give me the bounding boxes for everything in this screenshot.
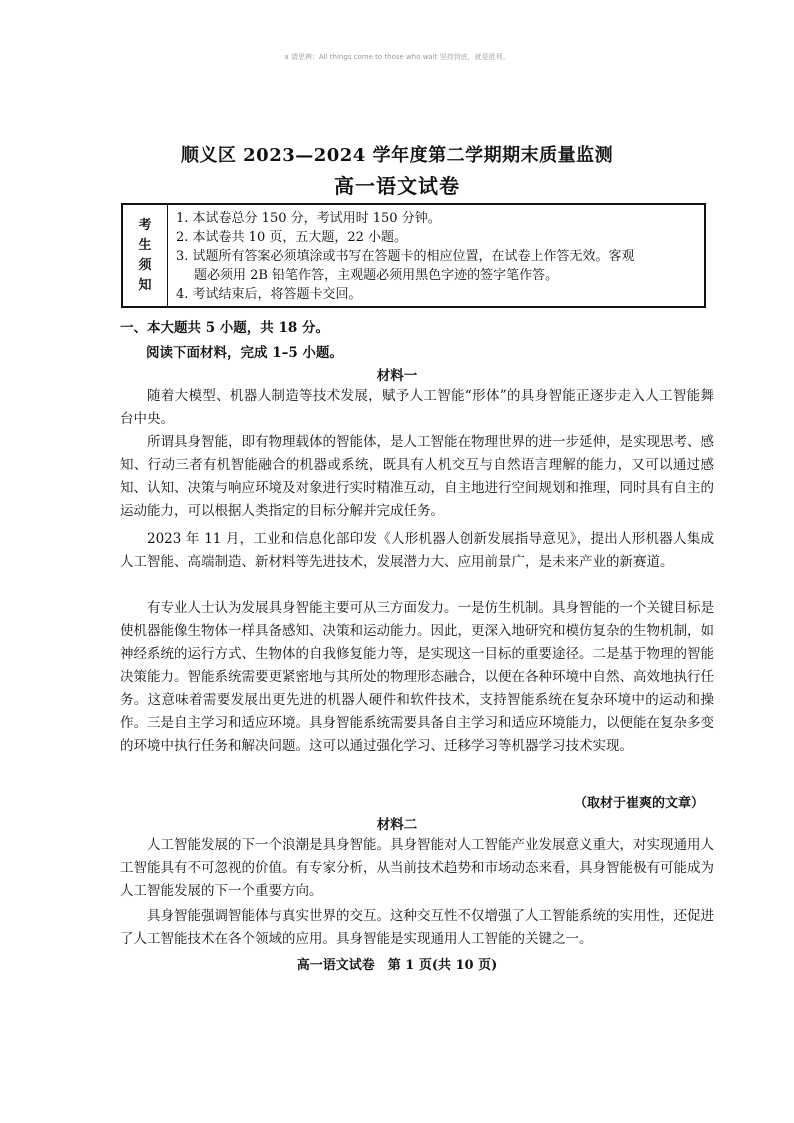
material1-title: 材料一	[376, 368, 418, 384]
notice-label-char: 须	[138, 257, 152, 273]
notice-label	[123, 205, 168, 306]
section-instruction: 阅读下面材料，完成 1–5 小题。	[146, 345, 343, 361]
material2-paragraph: 人工智能发展的下一个浪潮是具身智能。具身智能对人工智能产业发展意义重大，对实现通用人工智能具有不可忽视的价值。有专家分析，从当前技术趋势和市场动态来看，具身智能极有可能成为人工智能发展的下一个重要方向。	[120, 837, 714, 899]
notice-item: 3. 试题所有答案必须填涂或书写在答题卡的相应位置，在试卷上作答无效。客观	[176, 249, 635, 264]
notice-item-continuation: 题必须用 2B 铅笔作答，主观题必须用黑色字迹的签字笔作答。	[194, 268, 559, 283]
exam-title: 顺义区 2023—2024 学年度第二学期期末质量监测	[180, 145, 614, 166]
notice-item: 2. 本试卷共 10 页，五大题，22 小题。	[176, 230, 408, 245]
material1-paragraph: 有专业人士认为发展具身智能主要可从三方面发力。一是仿生机制。具身智能的一个关键目标是使机器能像生物体一样具备感知、决策和运动能力。因此，更深入地研究和模仿复杂的生物机制，如神经系统的运行方式、生物体的自我修复能力等，是实现这一目标的重要途径。二是基于物理的智能决策能力。智能系统需要更紧密地与其所处的物理形态融合，以便在各种环境中自然、高效地执行任务。这意味着需要发展出更先进的机器人硬件和软件技术，支持智能系统在复杂环境中的运动和操作。三是自主学习和适应环境。具身智能系统需要具备自主学习和适应环境能力，以便能在复杂多变的环境中执行任务和解决问题。这可以通过强化学习、迁移学习等机器学习技术实现。	[120, 600, 714, 754]
notice-label-char: 知	[138, 277, 152, 293]
section-heading: 一、本大题共 5 小题，共 18 分。	[120, 320, 329, 336]
notice-label-char: 考	[138, 217, 152, 233]
material2-paragraph: 具身智能强调智能体与真实世界的交互。这种交互性不仅增强了人工智能系统的实用性，还促进了人工智能技术在各个领域的应用。具身智能是实现通用人工智能的关键之一。	[120, 908, 714, 947]
notice-label-char: 生	[138, 237, 152, 253]
material2-title: 材料二	[376, 817, 418, 833]
material1-paragraph: 2023 年 11 月，工业和信息化部印发《人形机器人创新发展指导意见》，提出人形机器人集成人工智能、高端制造、新材料等先进技术，发展潜力大、应用前景广，是未来产业的新赛道。	[120, 531, 714, 570]
notice-items	[168, 205, 704, 306]
material1-source: （取材于崔爽的文章）	[573, 796, 704, 811]
notice-item: 1. 本试卷总分 150 分，考试用时 150 分钟。	[176, 211, 441, 226]
page-footer: 高一语文试卷 第 1 页(共 10 页)	[296, 958, 498, 973]
material1-paragraph: 随着大模型、机器人制造等技术发展，赋予人工智能“形体”的具身智能正逐步走入人工智能舞台中央。	[120, 388, 714, 427]
exam-notice-box	[121, 203, 706, 308]
notice-item: 4. 考试结束后，将答题卡交回。	[176, 287, 362, 302]
material1-paragraph: 所谓具身智能，即有物理载体的智能体，是人工智能在物理世界的进一步延伸，是实现思考、感知、行动三者有机智能融合的机器或系统，既具有人机交互与自然语言理解的能力，又可以通过感知、认知、决策与响应环境及对象进行实时精准互动，自主地进行空间规划和推理，同时具有自主的运动能力，可以根据人类指定的目标分解并完成任务。	[120, 434, 714, 519]
notice-item-continued	[176, 266, 704, 285]
exam-subtitle: 高一语文试卷	[334, 174, 460, 198]
watermark: a 请思辨：All things come to those who wait 坚持到底，就是胜利。	[284, 53, 510, 61]
